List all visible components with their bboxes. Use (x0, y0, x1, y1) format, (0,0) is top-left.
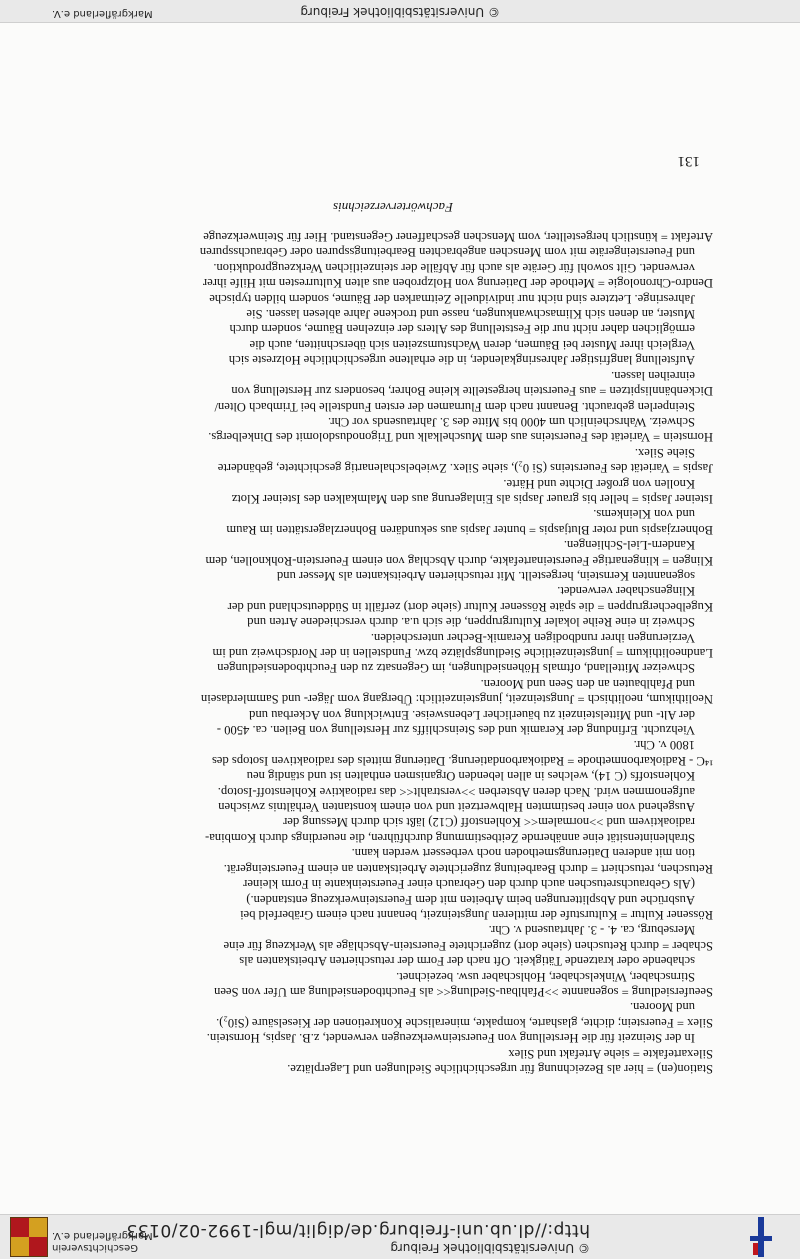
glossary-entries (73, 229, 713, 1076)
glossary-line: Hornstein = Varietät des Feuersteins aus dem Muschelkalk und Trigonodusdolomit des Dinkelbergs. (208, 430, 713, 445)
glossary-line: Silex = Feuerstein; dichte, glasharte, kompakte, mineralische Konkretionen der Kieselsäure (Si0₂). (216, 1015, 713, 1030)
glossary-entry (73, 491, 713, 522)
glossary-line: Neolithikum, neolithisch = Jungsteinzeit, jungsteinzeitlich: Übergang vom Jäger- und Sammlerdasein (200, 692, 713, 707)
glossary-line: Aufstellung langfristiger Jahresringkalender, in die erhaltene urgeschichtliche Holzreste sich (228, 353, 695, 368)
glossary-line: Silexartefakte = siehe Artefakt und Silex (508, 1046, 713, 1061)
glossary-entry (73, 907, 713, 938)
glossary-line: Station(en) = hier als Bezeichnung für urgeschichtliche Siedlungen und Lagerplätze. (287, 1062, 713, 1076)
glossary-line: und Pfahlbauten an den Seen und Mooren. (480, 676, 695, 691)
glossary-line: Kohlenstoffs (C 14), welches in allen lebenden Organismen enthalten ist und ständig neu (246, 769, 695, 784)
glossary-line: ermöglichen daher nicht nur die Feststellung des Alters der einzelnen Bäume, sondern durch (229, 322, 695, 337)
glossary-line: Klingen = klingenartige Feuersteinartefakte, durch Abschlag von einem Feuerstein-Rohknollen, dem (205, 553, 713, 568)
library-header-bar (0, 1214, 800, 1259)
glossary-line: Retuschen, retuschiert = durch Bearbeitung zugerichtete Arbeitskanten an einem Feuersteingerät. (223, 861, 713, 876)
glossary-line: und Feuersteingeräte mit vom Menschen angebrachten Bearbeitungsspuren oder Gebrauchsspuren (199, 245, 695, 260)
glossary-line: Jahresringe. Letztere sind nicht nur individuelle Zeitmarken der Bäume, sondern bilden typische (209, 291, 695, 306)
glossary-entry (73, 275, 713, 383)
glossary-content (73, 187, 713, 1076)
glossary-line: radioaktivem und >>normalem<< Kohlenstoff (C12) läßt sich durch Messung der (283, 815, 695, 830)
glossary-line: Rössener Kultur = Kulturstufe der mittleren Jungsteinzeit, benannt nach einem Gräberfeld bei (240, 907, 713, 922)
glossary-line: ¹⁴C - Radiokarbonmethode = Radiokarbondatierung. Datierung mittels des radioaktiven Isotops des (211, 753, 713, 768)
glossary-line: Merseburg, ca. 4. - 3. Jahrtausend v. Chr. (488, 923, 695, 938)
glossary-entry (73, 1014, 713, 1045)
glossary-entry (73, 229, 713, 275)
glossary-entry (73, 521, 713, 552)
glossary-line: Knollen von großer Dichte und Härte. (503, 476, 695, 491)
glossary-line: und Mooren. (629, 1000, 695, 1015)
glossary-line: Ausbrüche und Absplitterungen beim Arbeiten mit dem Feuersteinwerkzeug entstanden.) (246, 892, 695, 907)
glossary-line: Dendro-Chronologie = Methode der Datierung von Holzproben aus alten Kulturresten mit Hilfe ihrer (202, 276, 713, 291)
glossary-line: Bohnerzjaspis und roter Blutjaspis = bunter Jaspis aus sekundären Bohnerzlagerstätten im Raum (226, 522, 713, 537)
glossary-line: Schweizer Mittelland, oftmals Höhensiedlungen, im Gegensatz zu den Feuchtbodensiedlungen (217, 661, 695, 676)
glossary-line: Kandern-Liel-Schliengen. (563, 538, 695, 553)
glossary-line: und von Kleinkems. (593, 507, 695, 522)
glossary-line: tion mit anderen Datierungsmethoden noch verbessert werden kann. (351, 846, 695, 861)
glossary-entry (73, 984, 713, 1015)
glossary-line: Artefakt = künstlich hergestellter, vom Menschen geschaffener Gegenstand. Hier für Steinwerkzeuge (203, 230, 713, 245)
glossary-entry (73, 1045, 713, 1060)
coat-of-arms-icon (10, 1217, 48, 1257)
glossary-line: Seeufersiedlung = sogenannte >>Pfahlbau-Siedlung<< als Feuchtbodensiedlung am Ufer von Seen (214, 984, 713, 999)
glossary-line: einreihen lassen. (611, 368, 695, 383)
glossary-entry (73, 598, 713, 644)
glossary-line: Steinperlen gebraucht. Benannt nach dem Flurnamen der ersten Fundstelle bei Trimbach Olten/ (214, 399, 695, 414)
glossary-line: (Als Gebrauchsretuschen auch durch den Gebrauch einer Feuersteinkante in Form kleiner (243, 877, 695, 892)
glossary-line: Verzierungen ihrer rundbodigen Keramik-Becher unterscheiden. (370, 630, 695, 645)
glossary-line: Landneolithikum = jungsteinzeitliche Siedlungsplätze bzw. Fundstellen in der Nordschweiz und im (212, 646, 713, 661)
glossary-line: sogenannten Kernstein, hergestellt. Mit retuschierten Arbeitskanten als Messer und (276, 569, 695, 583)
footer-library-copyright: © Universitätsbibliothek Freiburg (300, 5, 500, 19)
glossary-entry (73, 860, 713, 906)
library-footer-bar (0, 0, 800, 23)
glossary-line: Kugelbechergruppen = die späte Rössener Kultur (siehe dort) zerfällt in Süddeutschland und der (227, 599, 713, 614)
glossary-line: Stirnschaber, Winkelschaber, Hohlschaber usw. bezeichnet. (396, 969, 695, 984)
glossary-entry (73, 1061, 713, 1076)
ub-freiburg-logo-icon (750, 1217, 772, 1257)
glossary-line: Strahlenintensität eine annähernde Zeitbestimmung durchführen, die neuerdings durch Kombina- (205, 830, 695, 845)
glossary-line: Schweiz. Wahrscheinlich um 4000 bis Mitte des 3. Jahrtausends vor Chr. (327, 414, 695, 429)
glossary-entry (73, 645, 713, 691)
glossary-entry (73, 752, 713, 860)
glossary-line: Siehe Silex. (634, 445, 695, 460)
glossary-line: Schweiz in eine Reihe lokaler Kulturgruppen, die sich u.a. durch verschiedene Arten und (247, 615, 695, 630)
glossary-entry (73, 383, 713, 429)
glossary-line: Schaber = durch Retuschen (siehe dort) zugerichtete Feuerstein-Abschläge als Werkzeug für eine (223, 938, 713, 953)
glossary-line: Ausgehend von einer bestimmten Halbwertzeit und von einem konstanten Verhältnis zwischen (218, 800, 695, 815)
glossary-entry (73, 691, 713, 753)
glossary-line: Jaspis = Varietät des Feuersteins (Si 0₂), siehe Silex. Zwiebelschalenartig geschichtete, gebänderte (217, 461, 713, 476)
glossary-entry (73, 429, 713, 460)
glossary-entry (73, 552, 713, 598)
glossary-line: Muster, an denen sich Klimaschwankungen, nasse und trockene Jahre ablesen lassen. Sie (246, 307, 695, 322)
library-copyright: © Universitätsbibliothek Freiburg (390, 1241, 590, 1255)
glossary-line: der Alt- und Mittelsteinzeit zu bäuerlicher Lebensweise. Entwicklung von Ackerbau und (249, 707, 695, 722)
glossary-entry (73, 460, 713, 491)
page-number: 131 (677, 153, 700, 169)
glossary-line: verwendet. Gilt sowohl für Geräte als auch für Abfälle der steinzeitlichen Werkzeugproduktion. (213, 260, 695, 275)
glossary-entry (73, 937, 713, 983)
footer-society-name: Markgräflerland e.V. (52, 8, 153, 19)
glossary-line: Viehzucht. Erfindung der Keramik und des Steinschliffs zur Herstellung von Beilen. ca. 4500 - (216, 723, 695, 738)
society-name-line: Markgräflerland e.V. (52, 1230, 153, 1241)
page-heading: Fachwörterverzeichnis (333, 199, 453, 215)
glossary-line: Klingenschaber verwendet. (557, 584, 695, 599)
glossary-line: Dickenbännlispitzen = aus Feuerstein hergestellte kleine Bohrer, besonders zur Herstellung von (231, 384, 713, 399)
society-name (52, 1229, 153, 1253)
glossary-line: Isteiner Jaspis = heller bis grauer Jaspis als Einlagerung aus den Malmkalken des Isteiner Klotz (231, 491, 713, 506)
glossary-line: In der Steinzeit für die Herstellung von Feuersteinwerkzeugen verwendet, z.B. Jaspis, Hornstein. (206, 1031, 695, 1046)
document-url-link[interactable]: http://dl.ub.uni-freiburg.de/diglit/mgl-1992-02/0133 (126, 1220, 590, 1240)
society-name-line: Geschichtsverein (52, 1242, 138, 1253)
glossary-line: 1800 v. Chr. (633, 738, 695, 753)
glossary-line: Vergleich ihrer Muster bei Bäumen, deren Wachstumszeiten sich überschnitten, auch die (249, 337, 695, 352)
glossary-line: aufgenommen wird. Nach deren Absterben >>verstrahlt<< das radioaktive Kohlenstoff-Isotop. (217, 784, 695, 799)
glossary-line: schabende oder kratzende Tätigkeit. Oft nach der Form der retuschierten Arbeitskanten als (239, 954, 695, 969)
